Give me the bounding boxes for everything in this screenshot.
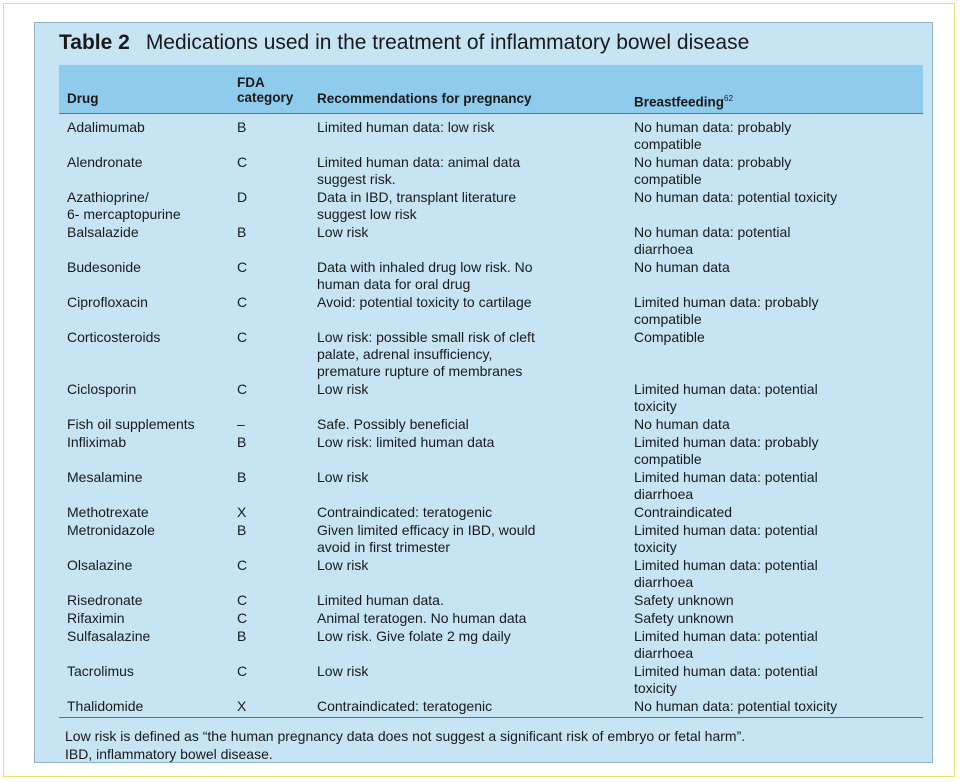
drug-cell-line: Risedronate [67, 592, 143, 608]
pregnancy-recommendation-cell [317, 434, 617, 451]
drug-cell-line: Infliximab [67, 434, 127, 450]
drug-cell-line: Sulfasalazine [67, 628, 151, 644]
page-frame [3, 3, 955, 777]
breastfeeding-cell-line: toxicity [634, 680, 677, 696]
breastfeeding-cell [634, 189, 923, 206]
drug-cell [67, 381, 222, 398]
fda-category-cell: C [237, 294, 248, 310]
pregnancy-recommendation-cell-line: palate, adrenal insufficiency, [317, 346, 493, 362]
drug-cell [67, 434, 222, 451]
drug-cell [67, 504, 222, 521]
header-breastfeeding [634, 91, 733, 110]
breastfeeding-cell-line: Compatible [634, 329, 705, 345]
breastfeeding-cell-line: No human data: potential [634, 224, 791, 240]
pregnancy-recommendation-cell [317, 469, 617, 486]
drug-cell-line: Balsalazide [67, 224, 139, 240]
footnote-line-2: IBD, inflammatory bowel disease. [65, 746, 273, 762]
fda-category-cell: – [237, 416, 245, 432]
fda-category-cell: C [237, 329, 248, 345]
breastfeeding-cell-line: Limited human data: potential [634, 663, 818, 679]
pregnancy-recommendation-cell-line: Low risk [317, 663, 369, 679]
drug-cell-line: 6- mercaptopurine [67, 206, 181, 222]
pregnancy-recommendation-cell-line: Low risk [317, 381, 369, 397]
breastfeeding-cell-line: compatible [634, 311, 702, 327]
drug-cell-line: Olsalazine [67, 557, 133, 573]
drug-cell [67, 189, 222, 223]
fda-category-cell: B [237, 469, 247, 485]
breastfeeding-cell [634, 329, 923, 346]
drug-cell-line: Mesalamine [67, 469, 143, 485]
drug-cell-line: Rifaximin [67, 610, 125, 626]
pregnancy-recommendation-cell-line: Animal teratogen. No human data [317, 610, 527, 626]
breastfeeding-cell-line: Safety unknown [634, 592, 734, 608]
drug-cell-line: Methotrexate [67, 504, 149, 520]
pregnancy-recommendation-cell [317, 381, 617, 398]
drug-cell-line: Azathioprine/ [67, 189, 149, 205]
breastfeeding-cell [634, 434, 923, 468]
footnote-line-1: Low risk is defined as “the human pregnancy data does not suggest a significant risk of embryo or fetal harm”. [65, 728, 746, 744]
pregnancy-recommendation-cell-line: Given limited efficacy in IBD, would [317, 522, 536, 538]
breastfeeding-cell-line: Limited human data: probably [634, 434, 819, 450]
drug-cell [67, 628, 222, 645]
header-breastfeeding-ref: 62 [724, 94, 733, 103]
drug-cell-line: Corticosteroids [67, 329, 161, 345]
header-pregnancy: Recommendations for pregnancy [317, 91, 532, 106]
breastfeeding-cell [634, 294, 923, 328]
breastfeeding-cell-line: toxicity [634, 398, 677, 414]
pregnancy-recommendation-cell-line: Low risk: possible small risk of cleft [317, 329, 535, 345]
drug-cell [67, 119, 222, 136]
breastfeeding-cell-line: Limited human data: potential [634, 557, 818, 573]
breastfeeding-cell-line: Limited human data: potential [634, 381, 818, 397]
table-panel [34, 22, 933, 763]
fda-category-cell: X [237, 698, 247, 714]
drug-cell [67, 416, 222, 433]
pregnancy-recommendation-cell-line: Limited human data: animal data [317, 154, 521, 170]
breastfeeding-cell [634, 381, 923, 415]
header-fda-line2: category [237, 90, 294, 105]
breastfeeding-cell-line: compatible [634, 136, 702, 152]
drug-cell-line: Budesonide [67, 259, 141, 275]
breastfeeding-cell-line: No human data: probably [634, 154, 792, 170]
drug-cell [67, 154, 222, 171]
table-number: Table 2 [59, 31, 130, 54]
drug-cell-line: Thalidomide [67, 698, 144, 714]
drug-cell-line: Fish oil supplements [67, 416, 195, 432]
breastfeeding-cell-line: No human data [634, 259, 730, 275]
pregnancy-recommendation-cell-line: suggest low risk [317, 206, 417, 222]
fda-category-cell: D [237, 189, 248, 205]
drug-cell [67, 698, 222, 715]
drug-cell-line: Tacrolimus [67, 663, 134, 679]
drug-cell [67, 469, 222, 486]
breastfeeding-cell-line: No human data [634, 416, 730, 432]
pregnancy-recommendation-cell [317, 224, 617, 241]
pregnancy-recommendation-cell-line: Low risk [317, 557, 369, 573]
drug-cell [67, 663, 222, 680]
drug-cell [67, 522, 222, 539]
fda-category-cell: B [237, 628, 247, 644]
pregnancy-recommendation-cell-line: Low risk. Give folate 2 mg daily [317, 628, 511, 644]
table-bottom-rule [59, 717, 923, 718]
breastfeeding-cell-line: Contraindicated [634, 504, 733, 520]
table-title [59, 31, 749, 55]
pregnancy-recommendation-cell [317, 259, 617, 293]
pregnancy-recommendation-cell [317, 663, 617, 680]
drug-cell [67, 329, 222, 346]
pregnancy-recommendation-cell [317, 294, 617, 311]
drug-cell [67, 610, 222, 627]
pregnancy-recommendation-cell-line: Limited human data: low risk [317, 119, 495, 135]
breastfeeding-cell-line: Limited human data: potential [634, 628, 818, 644]
fda-category-cell: C [237, 381, 248, 397]
pregnancy-recommendation-cell-line: human data for oral drug [317, 276, 471, 292]
breastfeeding-cell [634, 698, 923, 715]
fda-category-cell: C [237, 259, 248, 275]
drug-cell [67, 557, 222, 574]
breastfeeding-cell-line: Limited human data: potential [634, 469, 818, 485]
table-header [59, 65, 923, 114]
pregnancy-recommendation-cell [317, 189, 617, 223]
pregnancy-recommendation-cell [317, 610, 617, 627]
pregnancy-recommendation-cell-line: premature rupture of membranes [317, 363, 523, 379]
breastfeeding-cell-line: No human data: probably [634, 119, 792, 135]
breastfeeding-cell [634, 259, 923, 276]
pregnancy-recommendation-cell-line: Low risk: limited human data [317, 434, 495, 450]
fda-category-cell: B [237, 224, 247, 240]
pregnancy-recommendation-cell [317, 329, 617, 380]
breastfeeding-cell [634, 416, 923, 433]
breastfeeding-cell-line: Limited human data: potential [634, 522, 818, 538]
breastfeeding-cell [634, 469, 923, 503]
drug-cell-line: Ciclosporin [67, 381, 137, 397]
fda-category-cell: X [237, 504, 247, 520]
drug-cell-line: Ciprofloxacin [67, 294, 148, 310]
breastfeeding-cell [634, 522, 923, 556]
fda-category-cell: C [237, 663, 248, 679]
fda-category-cell: C [237, 154, 248, 170]
breastfeeding-cell [634, 663, 923, 697]
drug-cell [67, 592, 222, 609]
drug-cell-line: Alendronate [67, 154, 143, 170]
header-breastfeeding-label: Breastfeeding [634, 94, 725, 110]
breastfeeding-cell [634, 557, 923, 591]
breastfeeding-cell [634, 504, 923, 521]
pregnancy-recommendation-cell [317, 628, 617, 645]
fda-category-cell: C [237, 610, 248, 626]
breastfeeding-cell-line: Safety unknown [634, 610, 734, 626]
pregnancy-recommendation-cell-line: Contraindicated: teratogenic [317, 698, 493, 714]
fda-category-cell: C [237, 557, 248, 573]
breastfeeding-cell [634, 610, 923, 627]
breastfeeding-cell [634, 628, 923, 662]
table-footnote [65, 727, 915, 763]
fda-category-cell: B [237, 119, 247, 135]
pregnancy-recommendation-cell-line: Safe. Possibly beneficial [317, 416, 469, 432]
pregnancy-recommendation-cell [317, 416, 617, 433]
pregnancy-recommendation-cell [317, 504, 617, 521]
breastfeeding-cell-line: diarrhoea [634, 574, 694, 590]
breastfeeding-cell-line: diarrhoea [634, 241, 694, 257]
fda-category-cell: B [237, 434, 247, 450]
pregnancy-recommendation-cell [317, 154, 617, 188]
drug-cell [67, 224, 222, 241]
pregnancy-recommendation-cell-line: suggest risk. [317, 171, 396, 187]
breastfeeding-cell-line: No human data: potential toxicity [634, 189, 838, 205]
pregnancy-recommendation-cell-line: avoid in first trimester [317, 539, 451, 555]
pregnancy-recommendation-cell-line: Data with inhaled drug low risk. No [317, 259, 533, 275]
pregnancy-recommendation-cell [317, 522, 617, 556]
breastfeeding-cell-line: Limited human data: probably [634, 294, 819, 310]
pregnancy-recommendation-cell-line: Low risk [317, 469, 369, 485]
breastfeeding-cell-line: compatible [634, 451, 702, 467]
pregnancy-recommendation-cell-line: Limited human data. [317, 592, 444, 608]
pregnancy-recommendation-cell-line: Low risk [317, 224, 369, 240]
drug-cell [67, 259, 222, 276]
breastfeeding-cell-line: toxicity [634, 539, 677, 555]
breastfeeding-cell [634, 224, 923, 258]
pregnancy-recommendation-cell [317, 698, 617, 715]
pregnancy-recommendation-cell-line: Data in IBD, transplant literature [317, 189, 517, 205]
breastfeeding-cell-line: No human data: potential toxicity [634, 698, 838, 714]
breastfeeding-cell-line: compatible [634, 171, 702, 187]
pregnancy-recommendation-cell-line: Avoid: potential toxicity to cartilage [317, 294, 532, 310]
drug-cell-line: Metronidazole [67, 522, 155, 538]
header-drug: Drug [67, 91, 99, 106]
fda-category-cell: C [237, 592, 248, 608]
drug-cell [67, 294, 222, 311]
breastfeeding-cell [634, 592, 923, 609]
drug-cell-line: Adalimumab [67, 119, 145, 135]
pregnancy-recommendation-cell [317, 592, 617, 609]
pregnancy-recommendation-cell [317, 557, 617, 574]
header-fda-category [237, 75, 293, 105]
breastfeeding-cell-line: diarrhoea [634, 645, 694, 661]
breastfeeding-cell [634, 119, 923, 153]
pregnancy-recommendation-cell-line: Contraindicated: teratogenic [317, 504, 493, 520]
breastfeeding-cell-line: diarrhoea [634, 486, 694, 502]
fda-category-cell: B [237, 522, 247, 538]
pregnancy-recommendation-cell [317, 119, 617, 136]
table-caption: Medications used in the treatment of inflammatory bowel disease [145, 31, 750, 54]
header-fda-line1: FDA [237, 75, 265, 90]
breastfeeding-cell [634, 154, 923, 188]
